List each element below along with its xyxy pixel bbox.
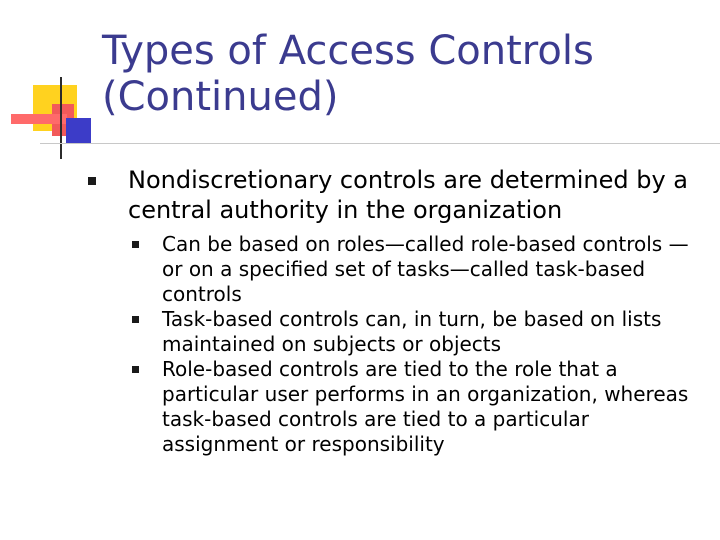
- logo-vertical-line: [60, 77, 62, 159]
- main-bullet: [88, 165, 698, 225]
- title-divider: [40, 143, 720, 144]
- sub-bullet: [132, 232, 702, 307]
- bullet-square-icon: [132, 366, 139, 373]
- sub-bullet: [132, 357, 702, 457]
- logo-blue-square: [66, 118, 91, 143]
- main-bullet-text: Nondiscretionary controls are determined by a central authority in the organization: [128, 166, 688, 224]
- bullet-square-icon: [132, 241, 139, 248]
- sub-bullet: [132, 307, 702, 357]
- sub-bullet-text: Role-based controls are tied to the role that a particular user performs in an organization, whereas task-based controls are tied to a particular assignment or responsibility: [162, 357, 689, 456]
- bullet-square-icon: [132, 316, 139, 323]
- logo-red-bar: [11, 114, 67, 124]
- slide-title: Types of Access Controls (Continued): [102, 28, 594, 120]
- sub-bullet-list: [132, 232, 702, 457]
- sub-bullet-text: Can be based on roles—called role-based controls —or on a specified set of tasks—called task-based controls: [162, 232, 689, 306]
- sub-bullet-text: Task-based controls can, in turn, be based on lists maintained on subjects or objects: [162, 307, 662, 356]
- bullet-square-icon: [88, 177, 96, 185]
